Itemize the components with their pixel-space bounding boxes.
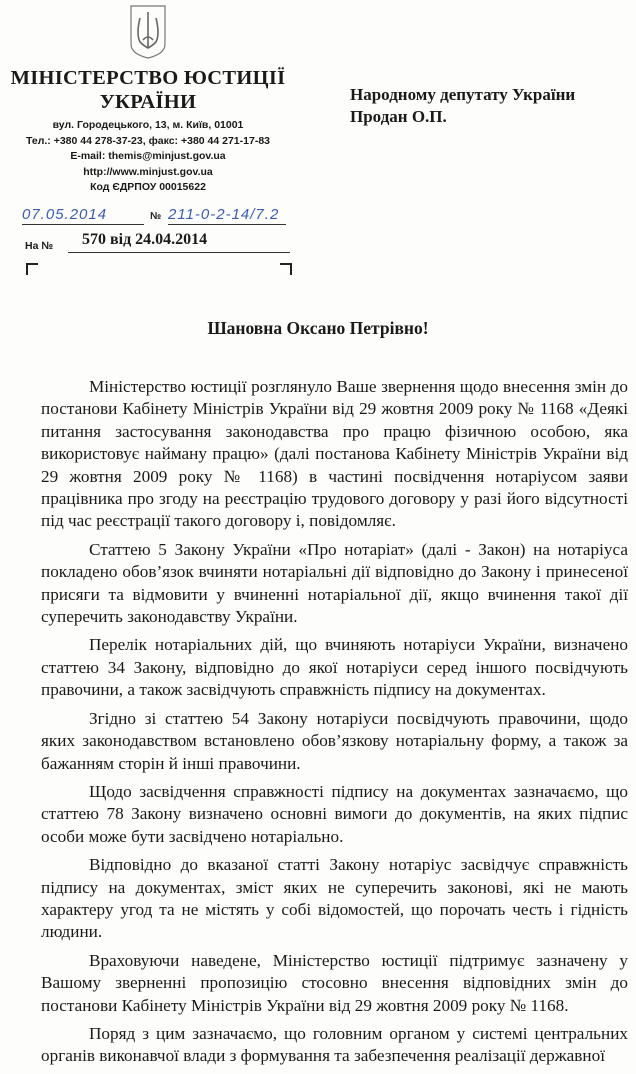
contact-block [0, 118, 296, 196]
paragraph: Щодо засвідчення справжності підпису на документах зазначаємо, що статтею 78 Закону визначено основні вимоги до документів, на яких підпис особи може бути засвідчено нотаріально. [41, 781, 628, 846]
number-label: № [150, 211, 162, 222]
paragraph: Враховуючи наведене, Міністерство юстиції підтримує зазначену у Вашому зверненні пропозицію стосовно внесення відповідних змін до постанови Кабінету Міністрів України від 29 жовтня 2009 року № 1168. [41, 950, 628, 1015]
coat-of-arms-emblem [128, 4, 168, 60]
paragraph: Статтею 5 Закону України «Про нотаріат» (далі - Закон) на нотаріуса покладено обов’язок вчиняти нотаріальні дії відповідно до Закону і принесеної присяги та відмовити у вчиненні нотаріальної дії, якщо вчинення такої дії суперечить законодавству України. [41, 539, 628, 627]
outgoing-date: 07.05.2014 [22, 206, 144, 225]
recipient-title: Народному депутату України [350, 85, 576, 104]
corner-mark-left [26, 263, 38, 275]
ministry-name-line1: МІНІСТЕРСТВО ЮСТИЦІЇ [10, 67, 286, 89]
outgoing-number: 211-0-2-14/7.2 [168, 206, 286, 225]
ministry-name [0, 66, 296, 114]
edrpou-code: Код ЄДРПОУ 00015622 [90, 181, 206, 193]
recipient-name: Продан О.П. [350, 107, 447, 126]
letter-body [41, 376, 628, 1074]
reply-to-value: 570 від 24.04.2014 [68, 231, 290, 253]
salutation: Шановна Оксано Петрівно! [207, 318, 429, 338]
email: E-mail: themis@minjust.gov.ua [70, 150, 226, 162]
ministry-name-line2: УКРАЇНИ [99, 91, 197, 113]
paragraph: Згідно зі статтею 54 Закону нотаріуси посвідчують правочини, щодо яких законодавством встановлено обов’язкову нотаріальну форму, а також за бажанням сторін й інші правочини. [41, 708, 628, 773]
reply-to-label: На № [25, 240, 54, 252]
paragraph: Міністерство юстиції розглянуло Ваше звернення щодо внесення змін до постанови Кабінету Міністрів України від 29 жовтня 2009 року № 1168 «Деякі питання застосування законодавства про працю фізичною особою, яка використовує найману працю» (далі постанова Кабінету Міністрів України від 29 жовтня 2009 року № 1168) в частині посвідчення нотаріусом заяви працівника про згоду на реєстрацію трудового договору у разі його відсутності під час реєстрації такого договору і, повідомляє. [41, 377, 628, 531]
website: http://www.minjust.gov.ua [83, 165, 213, 178]
paragraph: Поряд з цим зазначаємо, що головним органом у системі центральних органів виконавчої влади з формування та забезпечення реалізації державної [41, 1023, 628, 1066]
paragraph: Відповідно до вказаної статті Закону нотаріус засвідчує справжність підпису на документах, зміст яких не суперечить законові, які не мають характеру угод та не містять у собі відомостей, що порочать честь і гідність людини. [41, 855, 628, 942]
recipient-block [350, 84, 575, 128]
paragraph: Перелік нотаріальних дій, що вчиняють нотаріуси України, визначено статтею 34 Закону, відповідно до якої нотаріуси серед іншого посвідчують правочини, а також засвідчують справжність підпису на документах. [41, 635, 628, 700]
address: вул. Городецького, 13, м. Київ, 01001 [52, 119, 244, 131]
corner-mark-right [280, 263, 292, 275]
phone-fax: Тел.: +380 44 278-37-23, факс: +380 44 271-17-83 [25, 134, 271, 147]
